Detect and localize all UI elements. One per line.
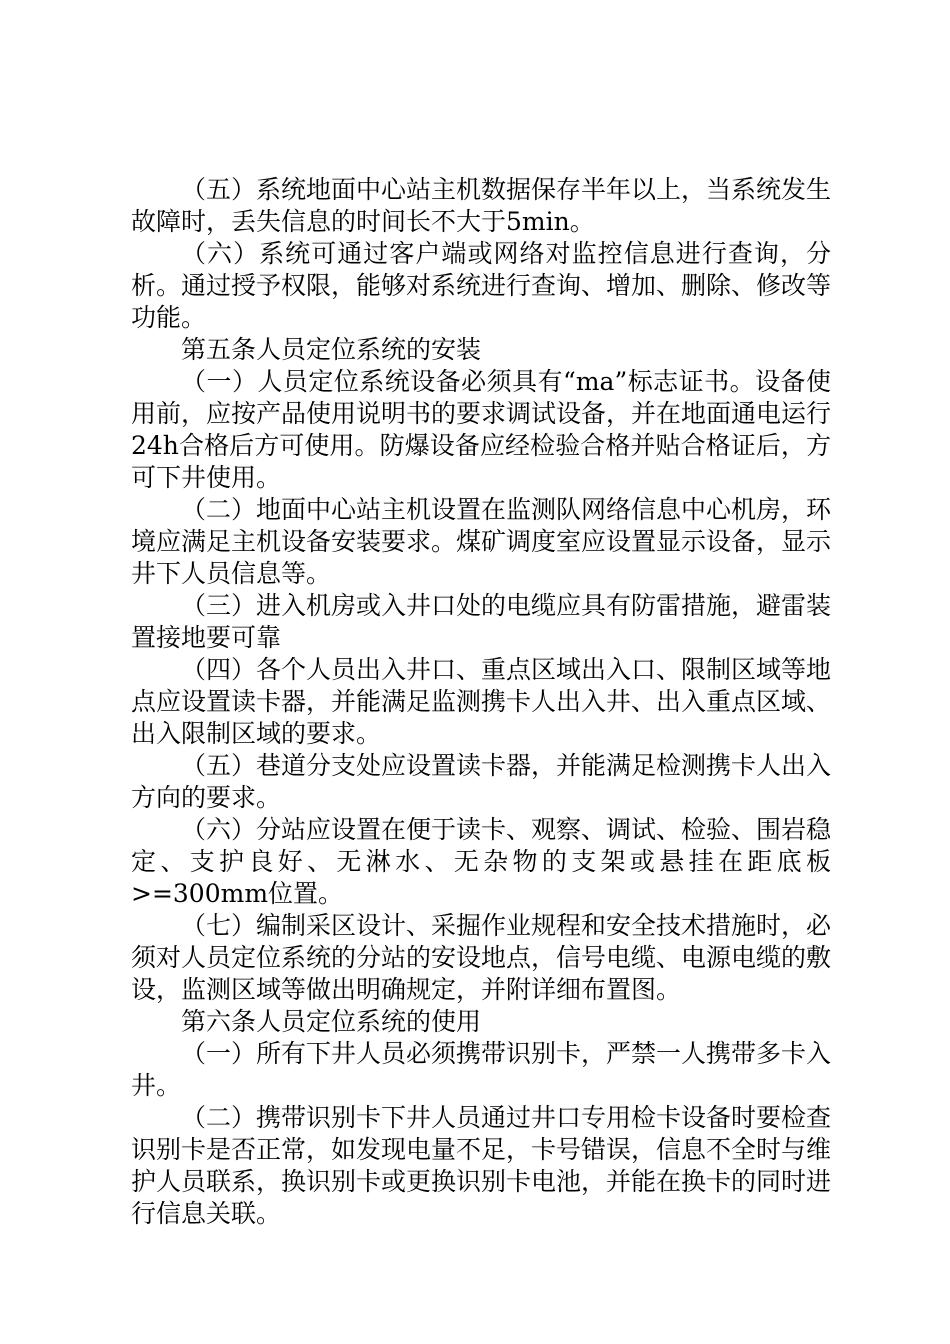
article-6-heading: 第六条人员定位系统的使用 [181,1007,482,1036]
document-body [131,174,831,1230]
paragraph-1-id-card: （一）所有下井人员必须携带识别卡，严禁一人携带多卡入井。 [131,1039,832,1100]
paragraph-7-design-rules: （七）编制采区设计、采掘作业规程和安全技术措施时，必须对人员定位系统的分站的安设地点，信号电缆、电源电缆的敷设，监测区域等做出明确规定，并附详细布置图。 [131,911,832,1004]
paragraph-3-lightning: （三）进入机房或入井口处的电缆应具有防雷措施，避雷装置接地要可靠 [131,591,832,652]
paragraph-6-substation-position: （六）分站应设置在便于读卡、观察、调试、检验、围岩稳定、支护良好、无淋水、无杂物的支架或悬挂在距底板>=300mm位置。 [131,815,832,908]
paragraph-5-data-retention: （五）系统地面中心站主机数据保存半年以上，当系统发生故障时，丢失信息的时间长不大于5min。 [131,175,832,236]
paragraph-6-query-function: （六）系统可通过客户端或网络对监控信息进行查询，分析。通过授予权限，能够对系统进行查询、增加、删除、修改等功能。 [131,239,832,332]
paragraph-2-card-check: （二）携带识别卡下井人员通过井口专用检卡设备时要检查识别卡是否正常，如发现电量不足，卡号错误，信息不全时与维护人员联系，换识别卡或更换识别卡电池，并能在换卡的同时进行信息关联。 [131,1103,832,1228]
paragraph-2-host-setup: （二）地面中心站主机设置在监测队网络信息中心机房，环境应满足主机设备安装要求。煤矿调度室应设置显示设备，显示井下人员信息等。 [131,495,832,588]
paragraph-4-card-readers: （四）各个人员出入井口、重点区域出入口、限制区域等地点应设置读卡器，并能满足监测携卡人出入井、出入重点区域、出入限制区域的要求。 [131,655,832,748]
paragraph-5-branch-readers: （五）巷道分支处应设置读卡器，并能满足检测携卡人出入方向的要求。 [131,751,832,812]
paragraph-1-certificate: （一）人员定位系统设备必须具有“ma”标志证书。设备使用前，应按产品使用说明书的要求调试设备，并在地面通电运行24h合格后方可使用。防爆设备应经检验合格并贴合格证后，方可下井使用。 [131,367,832,492]
article-5-heading: 第五条人员定位系统的安装 [181,335,482,364]
